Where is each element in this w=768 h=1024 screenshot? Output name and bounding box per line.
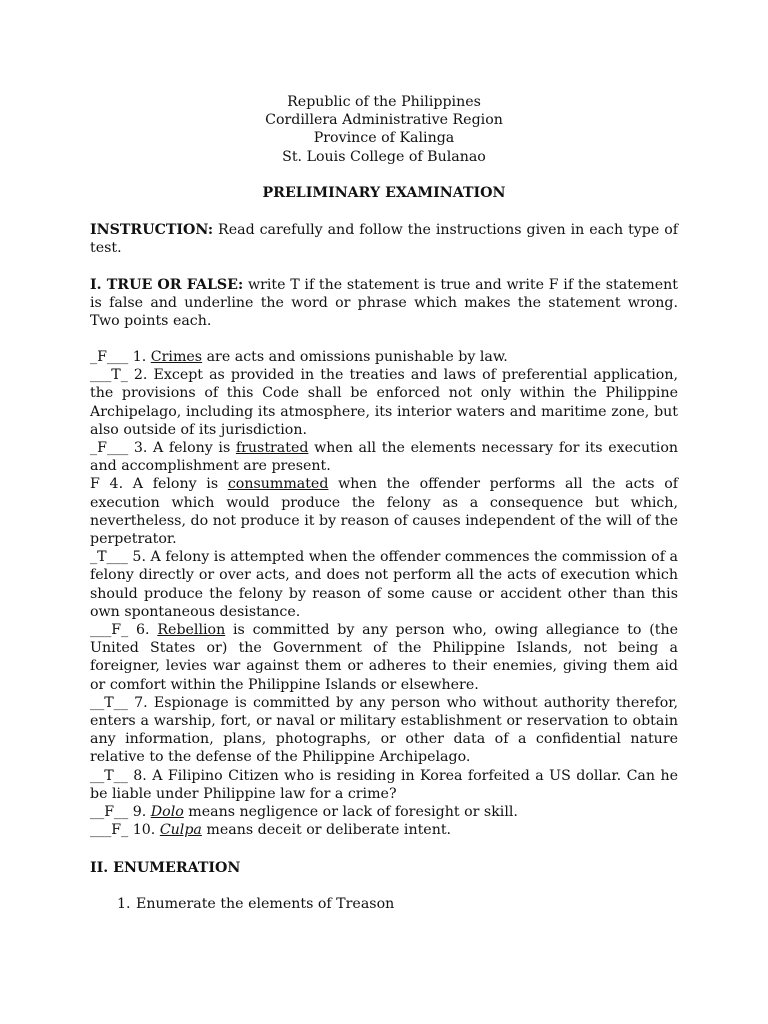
question-item-3 [90, 439, 678, 475]
question-text: __T__ 7. Espionage is committed by any person who without authority therefor, enters a warship, fort, or naval or military establishment or reservation to obtain any information, plans, photographs, or other data of a confidential nature relative to the defense of the Philippine Archipelago. [90, 694, 678, 766]
underlined-term: Crimes [150, 349, 203, 365]
section-true-false-heading [90, 276, 678, 331]
instruction-text: Read carefully and follow the instructions given in each type of test. [90, 222, 678, 257]
school-header [0, 93, 768, 166]
question-text: __F__ 9. [90, 804, 151, 821]
underlined-term: frustrated [235, 440, 309, 457]
question-text: ___F_ 10. [90, 822, 160, 839]
question-item-4 [90, 475, 678, 548]
question-text: _F___ 3. A felony is [90, 440, 236, 457]
header-school: St. Louis College of Bulanao [282, 148, 486, 165]
question-item-7 [90, 694, 678, 767]
question-item-6 [90, 621, 678, 694]
question-item-1 [90, 348, 678, 366]
underlined-term: Culpa [159, 822, 202, 839]
question-text: means deceit or deliberate intent. [201, 822, 452, 839]
enumeration-item-1 [117, 895, 677, 913]
question-item-5 [90, 548, 678, 621]
enumeration-number: 1. [117, 896, 131, 912]
header-country: Republic of the Philippines [287, 94, 481, 110]
instruction-paragraph [90, 221, 678, 257]
enumeration-text: Enumerate the elements of Treason [136, 896, 395, 912]
instruction-label: INSTRUCTION: [90, 222, 214, 238]
enumeration-list [117, 895, 677, 913]
question-text: F 4. A felony is [90, 476, 228, 493]
question-text: is committed by any person who, owing allegiance to (the United States or) the Government of the Philippine Islands, not being a foreigner, levies war against them or adheres to their enemies, giving them aid or comfort within the Philippine Islands or elsewhere. [90, 622, 679, 693]
true-false-items [90, 348, 678, 839]
underlined-term: consummated [227, 476, 329, 493]
question-text: means negligence or lack of foresight or skill. [183, 804, 518, 821]
question-text: ___T_ 2. Except as provided in the treaties and laws of preferential application, the provisions of this Code shall be enforced not only within the Philippine Archipelago, including its atmosphere, its interior waters and maritime zone, but also outside of its jurisdiction. [90, 367, 678, 438]
underlined-term: Dolo [150, 804, 184, 821]
header-province: Province of Kalinga [313, 130, 455, 147]
question-item-2 [90, 366, 678, 439]
question-text: when all the elements necessary for its execution and accomplishment are present. [90, 440, 678, 475]
header-region: Cordillera Administrative Region [265, 112, 503, 129]
question-item-8 [90, 767, 678, 803]
question-item-10 [90, 821, 678, 839]
section-enumeration-heading: II. ENUMERATION [90, 860, 241, 876]
question-text: are acts and omissions punishable by law. [202, 349, 508, 365]
question-text: __T__ 8. A Filipino Citizen who is residing in Korea forfeited a US dollar. Can he be liable under Philippine law for a crime? [90, 767, 678, 802]
section-true-false-text: write T if the statement is true and write F if the statement is false and underline the word or phrase which makes the statement wrong. Two points each. [90, 277, 678, 330]
question-text: _T___ 5. A felony is attempted when the offender commences the commission of a felony directly or over acts, and does not perform all the acts of execution which should produce the felony by reason of some cause or accident other than this own spontaneous desistance. [90, 549, 678, 620]
question-text: ___F_ 6. [90, 622, 158, 639]
question-text: _F___ 1. [90, 349, 151, 365]
section-true-false-label: I. TRUE OR FALSE: [90, 277, 244, 293]
underlined-term: Rebellion [157, 622, 226, 639]
exam-title: PRELIMINARY EXAMINATION [262, 185, 506, 201]
question-item-9 [90, 803, 678, 821]
question-text: when the offender performs all the acts of execution which would produce the felony as a consequence but which, nevertheless, do not produce it by reason of causes independent of the will of the perpetrator. [90, 476, 678, 548]
